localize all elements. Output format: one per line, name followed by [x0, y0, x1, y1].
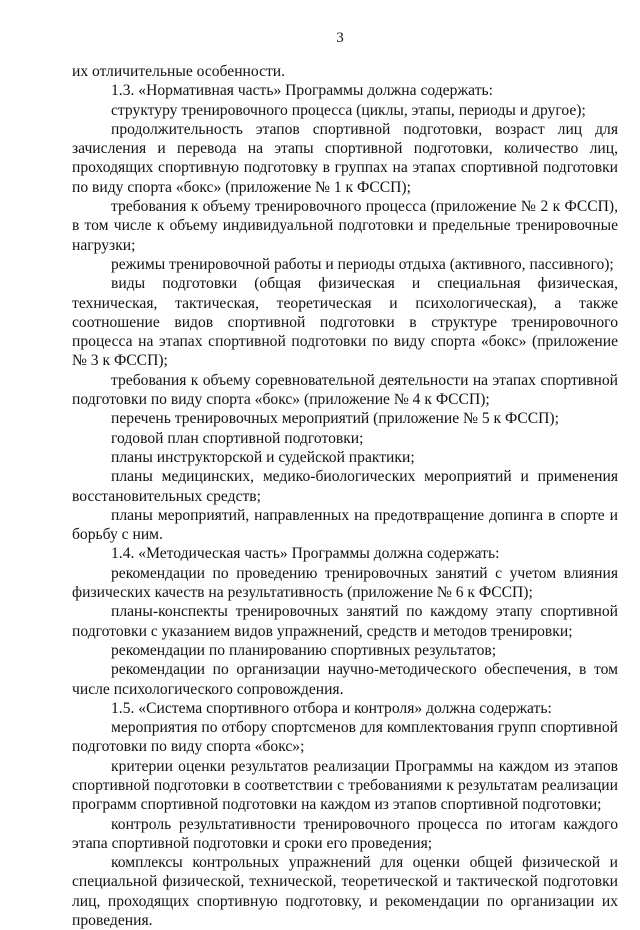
paragraph: виды подготовки (общая физическая и специальная физическая, техническая, тактическая, теоретическая и психологическая), а также соотношение видов спортивной подготовки в структуре тренировочного процесса на этапах спортивной подготовки по виду спорта «бокс» (приложение № 3 к ФССП);: [72, 275, 618, 370]
paragraph: режимы тренировочной работы и периоды отдыха (активного, пассивного);: [111, 255, 614, 273]
page-number: 3: [336, 30, 344, 46]
paragraph: их отличительные особенности.: [72, 63, 286, 80]
paragraph: контроль результативности тренировочного процесса по итогам каждого этапа спортивной подготовки и сроки его проведения;: [72, 815, 618, 852]
section-heading-1-5: 1.5. «Система спортивного отбора и контроля» должна содержать:: [111, 699, 552, 717]
document-body: [72, 62, 618, 930]
paragraph: планы медицинских, медико-биологических мероприятий и применения восстановительных средств;: [72, 468, 618, 505]
section-heading-1-3: 1.3. «Нормативная часть» Программы должна содержать:: [111, 82, 493, 100]
paragraph: мероприятия по отбору спортсменов для комплектования групп спортивной подготовки по виду спорта «бокс»;: [72, 719, 618, 756]
paragraph: рекомендации по организации научно-методического обеспечения, в том числе психологического сопровождения.: [72, 661, 618, 698]
paragraph: структуру тренировочного процесса (циклы, этапы, периоды и другое);: [111, 101, 586, 119]
paragraph: планы инструкторской и судейской практики;: [111, 448, 415, 466]
paragraph: продолжительность этапов спортивной подготовки, возраст лиц для зачисления и перевода на этапы спортивной подготовки, количество лиц, проходящих спортивную подготовку в группах на этапах спортивной подготовки по виду спорта «бокс» (приложение № 1 к ФССП);: [72, 120, 618, 196]
paragraph: планы мероприятий, направленных на предотвращение допинга в спорте и борьбу с ним.: [72, 506, 618, 544]
paragraph: критерии оценки результатов реализации Программы на каждом из этапов спортивной подготовки в соответствии с требованиями к результатам реализации программ спортивной подготовки на каждом из этапов спортивной подготовки;: [72, 757, 618, 814]
paragraph: рекомендации по проведению тренировочных занятий с учетом влияния физических качеств на результативность (приложение № 6 к ФССП);: [72, 564, 618, 602]
paragraph: рекомендации по планированию спортивных результатов;: [111, 641, 497, 659]
paragraph: перечень тренировочных мероприятий (приложение № 5 к ФССП);: [111, 410, 559, 428]
paragraph: требования к объему тренировочного процесса (приложение № 2 к ФССП), в том числе к объему индивидуальной подготовки и предельные тренировочные нагрузки;: [72, 198, 618, 254]
paragraph: комплексы контрольных упражнений для оценки общей физической и специальной физической, технической, теоретической и тактической подготовки лиц, проходящих спортивную подготовку, и рекомендации по организации их проведения.: [72, 854, 618, 930]
paragraph: требования к объему соревновательной деятельности на этапах спортивной подготовки по виду спорта «бокс» (приложение № 4 к ФССП);: [72, 371, 618, 409]
section-heading-1-4: 1.4. «Методическая часть» Программы должна содержать:: [111, 545, 500, 563]
paragraph: годовой план спортивной подготовки;: [111, 429, 364, 447]
paragraph: планы-конспекты тренировочных занятий по каждому этапу спортивной подготовки с указанием видов упражнений, средств и методов тренировки;: [72, 603, 618, 640]
